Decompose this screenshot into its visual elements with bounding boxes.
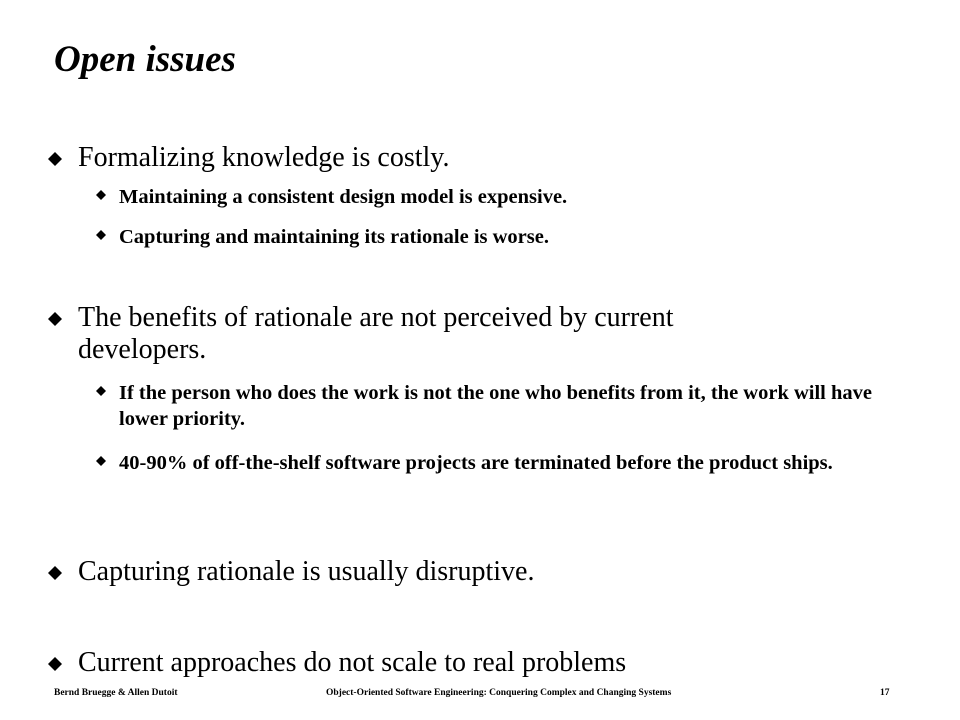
bullet-item — [48, 302, 808, 366]
sub-bullet-text: 40-90% of off-the-shelf software projects are terminated before the product ships. — [119, 452, 833, 474]
small-diamond-bullet-icon — [96, 224, 114, 250]
sub-bullet-item — [96, 184, 916, 210]
diamond-bullet-icon — [48, 647, 74, 679]
footer-book-title: Object-Oriented Software Engineering: Conquering Complex and Changing Systems — [326, 688, 672, 698]
sub-bullet-item — [96, 380, 896, 432]
slide-title: Open issues — [54, 39, 236, 80]
bullet-item — [48, 142, 918, 174]
small-diamond-bullet-icon — [96, 380, 114, 406]
small-diamond-bullet-icon — [96, 450, 114, 476]
small-diamond-bullet-icon — [96, 184, 114, 210]
bullet-item — [48, 647, 918, 679]
diamond-bullet-icon — [48, 556, 74, 588]
bullet-item — [48, 556, 918, 588]
bullet-text: Current approaches do not scale to real problems — [78, 647, 627, 678]
diamond-bullet-icon — [48, 142, 74, 174]
diamond-bullet-icon — [48, 302, 74, 334]
sub-bullet-item — [96, 224, 916, 250]
bullet-text: Capturing rationale is usually disruptive. — [78, 556, 535, 587]
sub-bullet-item — [96, 450, 896, 476]
sub-bullet-text: Maintaining a consistent design model is expensive. — [119, 186, 568, 208]
sub-bullet-text: Capturing and maintaining its rationale is worse. — [119, 226, 549, 248]
footer-page-number: 17 — [880, 688, 890, 698]
sub-bullet-text: If the person who does the work is not the one who benefits from it, the work will have lower priority. — [119, 382, 872, 430]
footer-authors: Bernd Bruegge & Allen Dutoit — [54, 688, 178, 698]
bullet-text: Formalizing knowledge is costly. — [78, 142, 450, 173]
bullet-text: The benefits of rationale are not perceived by current developers. — [78, 302, 674, 365]
